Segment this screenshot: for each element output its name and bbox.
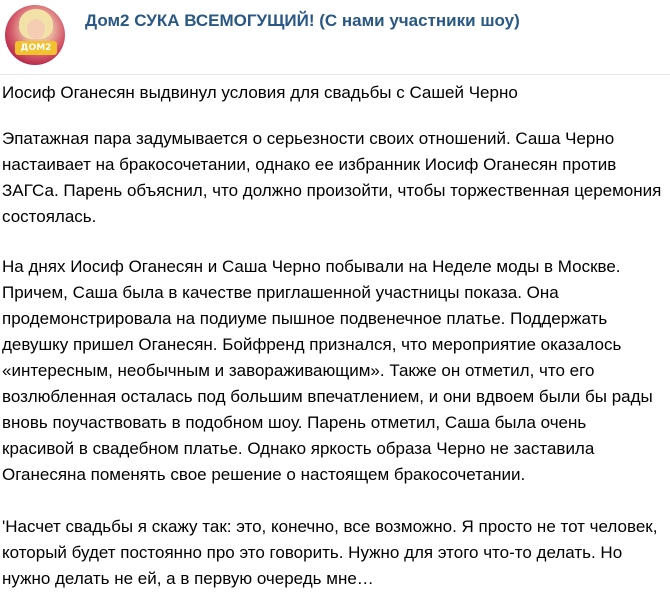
- community-avatar[interactable]: [5, 5, 65, 65]
- paragraph-2-line-8: красивой в свадебном платье. Однако яркость образа Черно не заставила: [2, 439, 595, 458]
- paragraph-2-line-1: На днях Иосиф Оганесян и Саша Черно побывали на Неделе моды в Москве.: [2, 257, 621, 276]
- paragraph-3-line-1: 'Насчет свадьбы я скажу так: это, конечно, все возможно. Я просто не тот человек,: [2, 517, 658, 536]
- paragraph-2-line-6: возлюбленная осталась под большим впечатлением, и они вдвоем были бы рады: [2, 387, 653, 406]
- post-header: [0, 0, 670, 75]
- paragraph-3-line-2: который будет постоянно про это говорить. Нужно для этого что-то делать. Но: [2, 543, 623, 562]
- paragraph-spacer: [2, 488, 666, 514]
- community-title-link[interactable]: Дом2 СУКА ВСЕМОГУЩИЙ! (С нами участники шоу): [85, 11, 520, 30]
- paragraph-1-line-4: состоялась.: [2, 207, 97, 226]
- paragraph-2-line-3: продемонстрировала на подиуме пышное подвенечное платье. Поддержать: [2, 309, 608, 328]
- paragraph-2-line-9: Оганесяна поменять свое решение о настоящем бракосочетании.: [2, 465, 526, 484]
- paragraph-3-line-3: нужно делать не ей, а в первую очередь мне…: [2, 569, 374, 588]
- avatar-badge: ДОМ2: [15, 41, 57, 55]
- paragraph-spacer: [2, 230, 666, 254]
- paragraph-2-line-5: «интересным, необычным и завораживающим». Также он отметил, что его: [2, 361, 595, 380]
- paragraph-spacer: [2, 106, 666, 126]
- paragraph-2-line-4: девушку пришел Оганесян. Бойфренд признался, что мероприятие оказалось: [2, 335, 622, 354]
- post-text: [2, 80, 666, 592]
- paragraph-1-line-1: Эпатажная пара задумывается о серьезности своих отношений. Саша Черно: [2, 129, 615, 148]
- paragraph-2-line-7: вновь поучаствовать в подобном шоу. Парень отметил, Саша была очень: [2, 413, 587, 432]
- paragraph-1-line-3: ЗАГСа. Парень объяснил, что должно произойти, чтобы торжественная церемония: [2, 181, 662, 200]
- post-headline: Иосиф Оганесян выдвинул условия для свадьбы с Сашей Черно: [2, 83, 518, 102]
- paragraph-1-line-2: настаивает на бракосочетании, однако ее избранник Иосиф Оганесян против: [2, 155, 617, 174]
- paragraph-2-line-2: Причем, Саша была в качестве приглашенной участницы показа. Она: [2, 283, 559, 302]
- avatar-face: [27, 19, 45, 39]
